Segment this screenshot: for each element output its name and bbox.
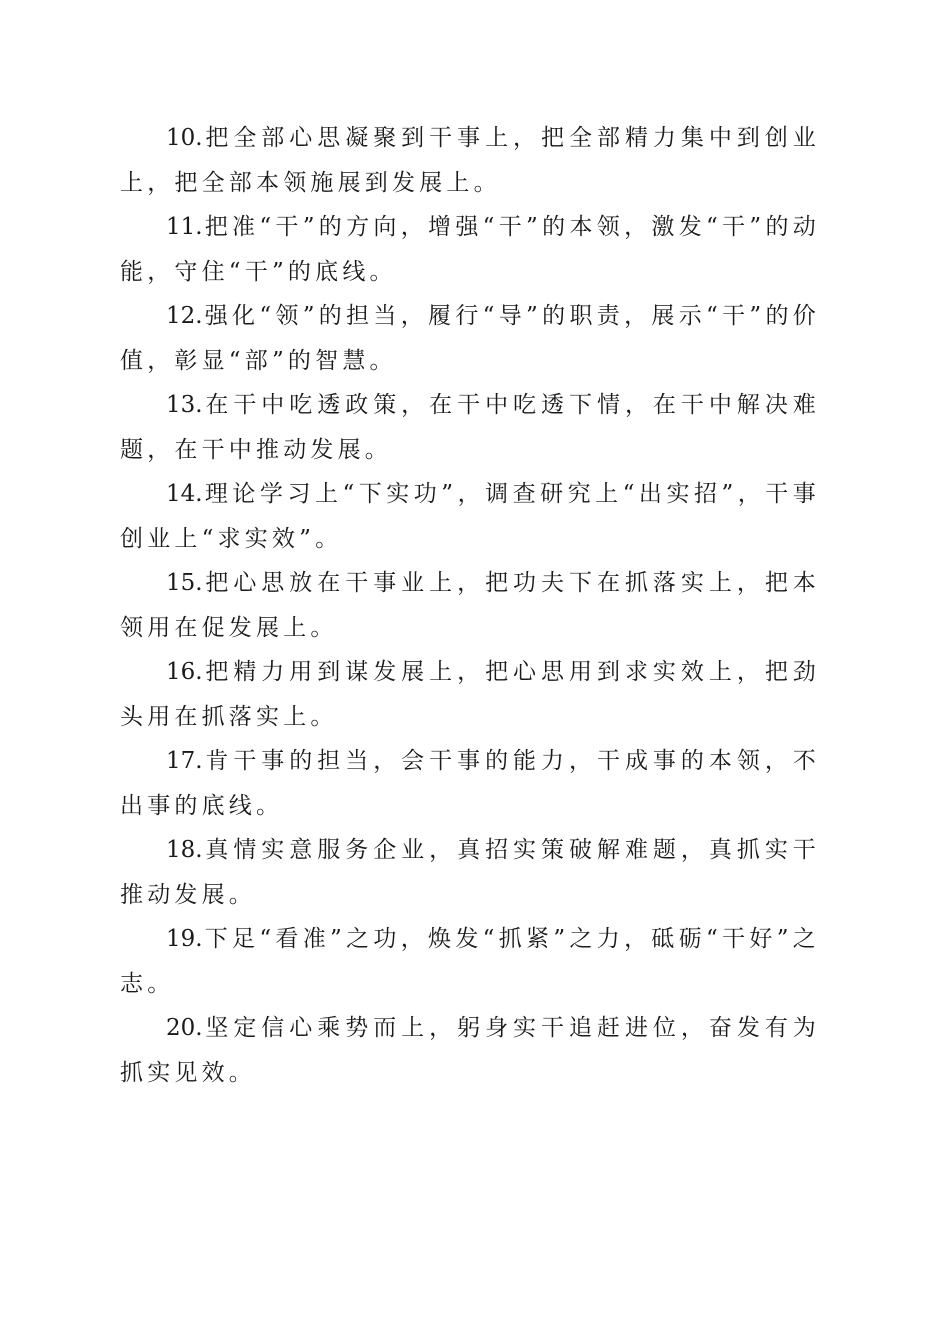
item-number: 13. (166, 392, 203, 418)
item-number: 14. (166, 481, 203, 507)
list-item (120, 205, 820, 294)
list-item (120, 383, 820, 472)
item-number: 15. (166, 570, 203, 596)
document-body (120, 116, 820, 1095)
list-item (120, 472, 820, 561)
list-item (120, 917, 820, 1006)
item-text: 把精力用到谋发展上，把心思用到求实效上，把劲头用在抓落实上。 (120, 659, 820, 730)
item-number: 19. (166, 926, 203, 952)
item-text: 在干中吃透政策，在干中吃透下情，在干中解决难题，在干中推动发展。 (120, 392, 820, 463)
list-item (120, 561, 820, 650)
item-number: 16. (166, 659, 203, 685)
item-text: 坚定信心乘势而上，躬身实干追赶进位，奋发有为抓实见效。 (120, 1015, 820, 1086)
item-text: 把准“干”的方向，增强“干”的本领，激发“干”的动能，守住“干”的底线。 (120, 214, 820, 285)
item-text: 真情实意服务企业，真招实策破解难题，真抓实干推动发展。 (120, 837, 820, 908)
item-text: 强化“领”的担当，履行“导”的职责，展示“干”的价值，彰显“部”的智慧。 (120, 303, 820, 374)
list-item (120, 294, 820, 383)
item-number: 12. (166, 303, 203, 329)
list-item (120, 1006, 820, 1095)
item-text: 肯干事的担当，会干事的能力，干成事的本领，不出事的底线。 (120, 748, 820, 819)
item-number: 20. (166, 1015, 203, 1041)
list-item (120, 116, 820, 205)
item-text: 把全部心思凝聚到干事上，把全部精力集中到创业上，把全部本领施展到发展上。 (120, 125, 820, 196)
item-text: 下足“看准”之功，焕发“抓紧”之力，砥砺“干好”之志。 (120, 926, 820, 997)
list-item (120, 650, 820, 739)
list-item (120, 828, 820, 917)
list-item (120, 739, 820, 828)
item-number: 18. (166, 837, 203, 863)
item-number: 11. (166, 214, 203, 240)
item-text: 理论学习上“下实功”，调查研究上“出实招”，干事创业上“求实效”。 (120, 481, 820, 552)
item-number: 10. (166, 125, 203, 151)
item-text: 把心思放在干事业上，把功夫下在抓落实上，把本领用在促发展上。 (120, 570, 820, 641)
item-number: 17. (166, 748, 203, 774)
